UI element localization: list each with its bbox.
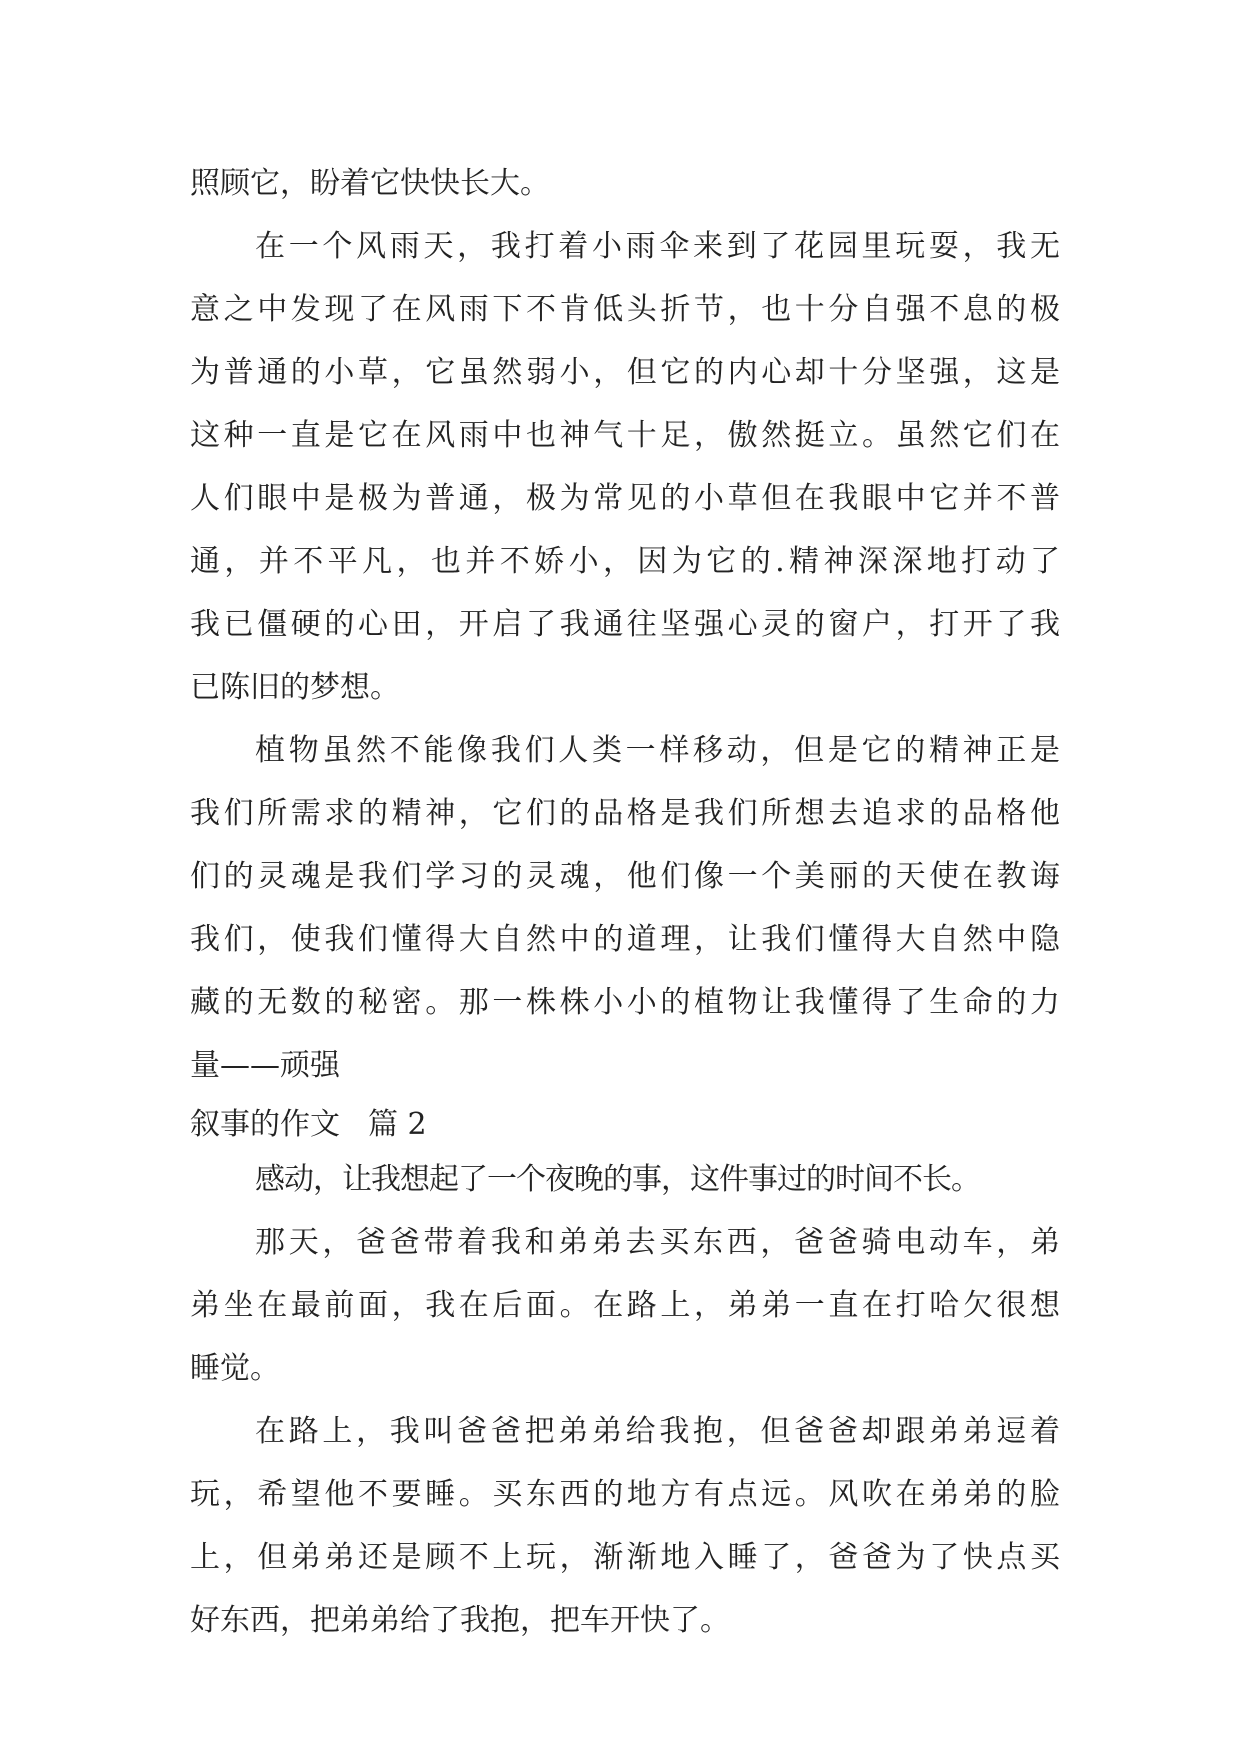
paragraph-line: 人们眼中是极为普通，极为常见的小草但在我眼中它并不普 [190, 481, 1060, 516]
paragraph-line: 弟坐在最前面，我在后面。在路上，弟弟一直在打哈欠很想 [190, 1288, 1060, 1323]
paragraph-line: 为普通的小草，它虽然弱小，但它的内心却十分坚强，这是 [190, 355, 1060, 390]
paragraph-line: 在路上，我叫爸爸把弟弟给我抱，但爸爸却跟弟弟逗着 [255, 1414, 1060, 1449]
paragraph-line: 意之中发现了在风雨下不肯低头折节，也十分自强不息的极 [190, 292, 1060, 327]
section-heading-title: 叙事的作文 [190, 1107, 340, 1142]
paragraph-line: 在一个风雨天，我打着小雨伞来到了花园里玩耍，我无 [255, 229, 1060, 264]
paragraph-line: 我已僵硬的心田，开启了我通往坚强心灵的窗户，打开了我 [190, 607, 1060, 642]
paragraph-line: 藏的无数的秘密。那一株株小小的植物让我懂得了生命的力 [190, 985, 1060, 1020]
paragraph-line: 已陈旧的梦想。 [190, 670, 400, 705]
paragraph-line: 那天，爸爸带着我和弟弟去买东西，爸爸骑电动车，弟 [255, 1225, 1060, 1260]
paragraph-line: 上，但弟弟还是顾不上玩，渐渐地入睡了，爸爸为了快点买 [190, 1540, 1060, 1575]
paragraph-line: 植物虽然不能像我们人类一样移动，但是它的精神正是 [255, 733, 1060, 768]
paragraph-line: 这种一直是它在风雨中也神气十足，傲然挺立。虽然它们在 [190, 418, 1060, 453]
paragraph-line: 我们所需求的精神，它们的品格是我们所想去追求的品格他 [190, 796, 1060, 831]
paragraph-line: 好东西，把弟弟给了我抱，把车开快了。 [190, 1603, 730, 1638]
paragraph-line: 感动，让我想起了一个夜晚的事，这件事过的时间不长。 [255, 1162, 980, 1197]
paragraph-line: 玩，希望他不要睡。买东西的地方有点远。风吹在弟弟的脸 [190, 1477, 1060, 1512]
paragraph-line: 我们，使我们懂得大自然中的道理，让我们懂得大自然中隐 [190, 922, 1060, 957]
section-heading-part: 篇 2 [368, 1107, 427, 1142]
paragraph-line: 量——顽强 [190, 1048, 340, 1083]
section-heading [190, 1103, 1060, 1158]
paragraph-line: 睡觉。 [190, 1351, 280, 1386]
document-body [190, 162, 1060, 1662]
paragraph-line: 们的灵魂是我们学习的灵魂，他们像一个美丽的天使在教诲 [190, 859, 1060, 894]
paragraph-line: 通，并不平凡，也并不娇小，因为它的.精神深深地打动了 [190, 544, 1060, 579]
paragraph-line: 照顾它，盼着它快快长大。 [190, 166, 550, 201]
